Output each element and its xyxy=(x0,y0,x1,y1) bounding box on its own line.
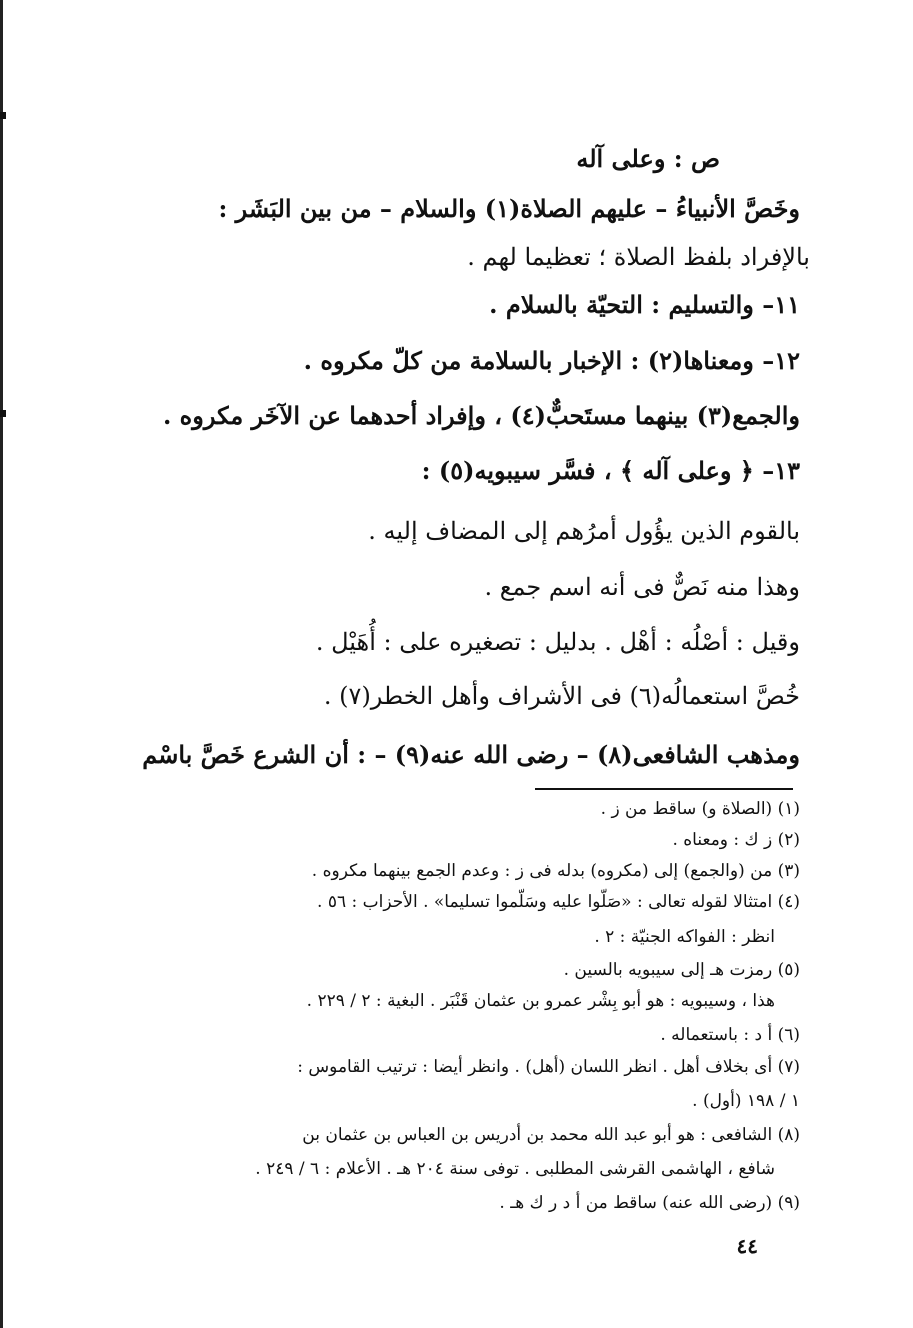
text-line: وخَصَّ الأنبياءُ – عليهم الصلاة(١) والسلام – من بين البَشَر : xyxy=(218,194,800,223)
footnote: (٨) الشافعى : هو أبو عبد الله محمد بن أدريس بن العباس بن عثمان بن xyxy=(302,1125,800,1145)
page-number: ٤٤ xyxy=(736,1234,758,1258)
text-line: بالقوم الذين يؤُول أمرُهم إلى المضاف إليه . xyxy=(368,517,800,545)
text-line: والجمع(٣) بينهما مستَحبٌّ(٤) ، وإفراد أحدهما عن الآخَر مكروه . xyxy=(162,401,800,430)
text-line: ومذهب الشافعى(٨) – رضى الله عنه(٩) – : أن الشرع خَصَّ باسْم xyxy=(142,740,800,769)
text-line: خُصَّ استعمالُه(٦) فى الأشراف وأهل الخطر(٧) . xyxy=(323,682,800,710)
footnote: (٣) من (والجمع) إلى (مكروه) بدله فى ز : وعدم الجمع بينهما مكروه . xyxy=(311,861,800,881)
text-line: ١٢– ومعناها(٢) : الإخبار بالسلامة من كلّ مكروه . xyxy=(303,346,800,375)
text-line: ١٣– ﴿ وعلى آله ﴾ ، فسَّر سيبويه(٥) : xyxy=(421,456,800,485)
footnote: (١) (الصلاة و) ساقط من ز . xyxy=(600,799,800,819)
scan-mark xyxy=(0,410,6,417)
text-line: وهذا منه نَصٌّ فى أنه اسم جمع . xyxy=(484,573,800,601)
text-line: ص : وعلى آله xyxy=(576,144,720,173)
footnote: (٢) ز ك : ومعناه . xyxy=(672,830,800,850)
text-line: وقيل : أصْلُه : أهْل . بدليل : تصغيره على : أُهَيْل . xyxy=(315,628,800,656)
footnote: (٧) أى بخلاف أهل . انظر اللسان (أهل) . وانظر أيضا : ترتيب القاموس : xyxy=(297,1057,800,1077)
footnote: (٩) (رضى الله عنه) ساقط من أ د ر ك هـ . xyxy=(499,1193,800,1213)
footnote: انظر : الفواكه الجنيّة : ٢ . xyxy=(594,927,775,947)
scan-edge xyxy=(0,0,3,1328)
footnote-separator xyxy=(535,788,793,790)
text-line: ١١– والتسليم : التحيّة بالسلام . xyxy=(489,290,800,319)
footnote: هذا ، وسيبويه : هو أبو بِشْر عمرو بن عثمان قَنْبَر . البغية : ٢ / ٢٢٩ . xyxy=(306,991,775,1011)
footnote: شافع ، الهاشمى القرشى المطلبى . توفى سنة ٢٠٤ هـ . الأعلام : ٦ / ٢٤٩ . xyxy=(255,1159,775,1179)
footnote: ١ / ١٩٨ (أول) . xyxy=(692,1091,800,1111)
scan-mark xyxy=(0,112,6,119)
footnote: (٤) امتثالا لقوله تعالى : «صَلّوا عليه وسَلّموا تسليما» . الأحزاب : ٥٦ . xyxy=(317,892,800,912)
text-line: بالإفراد بلفظ الصلاة ؛ تعظيما لهم . xyxy=(467,243,810,271)
footnote: (٦) أ د : باستعماله . xyxy=(660,1025,800,1045)
footnote: (٥) رمزت هـ إلى سيبويه بالسين . xyxy=(563,960,800,980)
